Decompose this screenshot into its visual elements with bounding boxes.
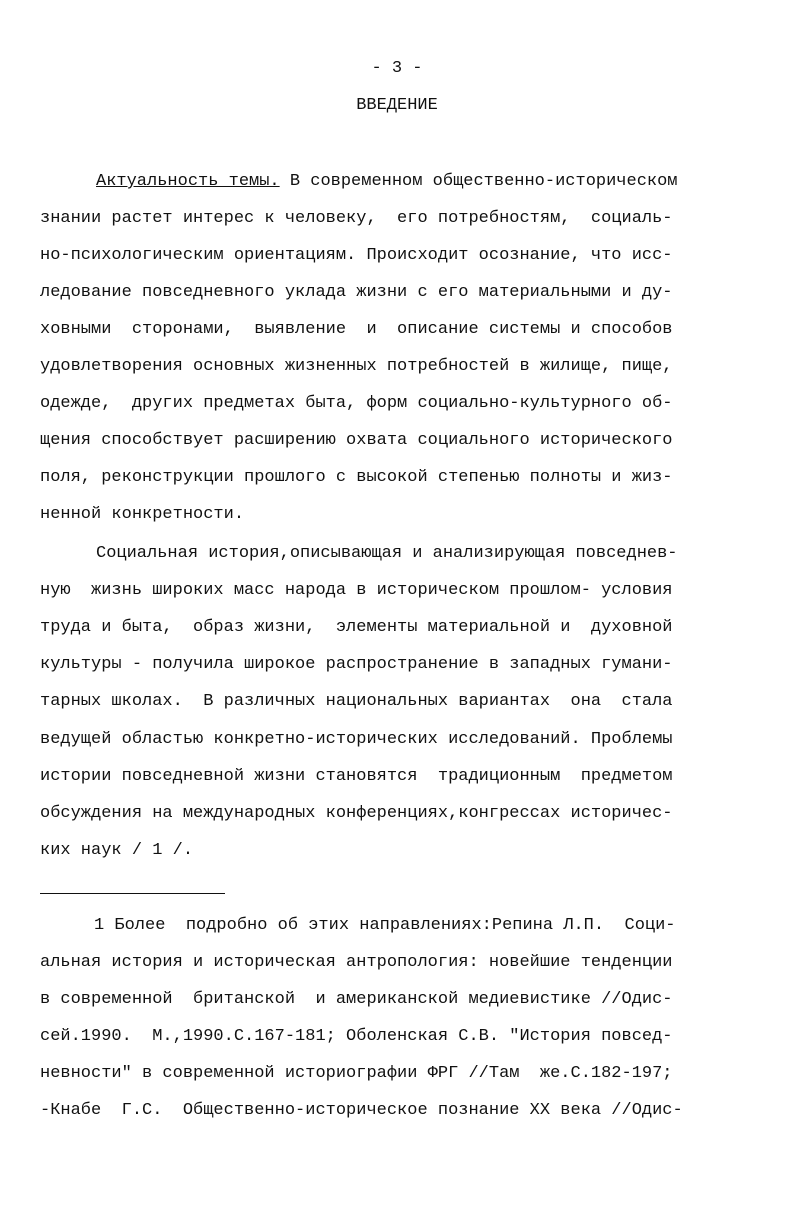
footnote-line: -Кнабе Г.С. Общественно-историческое познание XX века //Одис- (40, 1101, 683, 1120)
paragraph-1-first-line (96, 172, 678, 192)
paragraph-1-line: щения способствует расширению охвата социального исторического (40, 431, 673, 450)
footnote-line: сей.1990. М.,1990.С.167-181; Оболенская С.В. "История повсед- (40, 1027, 673, 1046)
paragraph-1-line: поля, реконструкции прошлого с высокой степенью полноты и жиз- (40, 468, 673, 487)
footnote-line: в современной британской и американской медиевистике //Одис- (40, 990, 673, 1009)
paragraph-2-line: тарных школах. В различных национальных вариантах она стала (40, 692, 673, 711)
footnote-divider (40, 893, 225, 894)
page-number: - 3 - (371, 59, 423, 78)
paragraph-1-line: удовлетворения основных жизненных потребностей в жилище, пище, (40, 357, 673, 376)
paragraph-1-first-line-text: В современном общественно-историческом (289, 172, 678, 191)
paragraph-1-line: ненной конкретности. (40, 505, 245, 524)
page-title: ВВЕДЕНИЕ (356, 96, 438, 115)
paragraph-2-line: Социальная история,описывающая и анализирующая повседнев- (96, 544, 678, 563)
paragraph-2-line: культуры - получила широкое распространение в западных гумани- (40, 655, 673, 674)
footnote-line: невности" в современной историографии ФРГ //Там же.С.182-197; (40, 1064, 673, 1083)
paragraph-2-line: ких наук / 1 /. (40, 841, 194, 860)
paragraph-1-line: ховными сторонами, выявление и описание системы и способов (40, 320, 673, 339)
paragraph-1-line: но-психологическим ориентациям. Происходит осознание, что исс- (40, 246, 673, 265)
paragraph-2-line: ведущей областью конкретно-исторических исследований. Проблемы (40, 730, 673, 749)
paragraph-1-line: одежде, других предметах быта, форм социально-культурного об- (40, 394, 673, 413)
paragraph-1-line: ледование повседневного уклада жизни с его материальными и ду- (40, 283, 673, 302)
paragraph-2-line: истории повседневной жизни становятся традиционным предметом (40, 767, 673, 786)
paragraph-2-line: труда и быта, образ жизни, элементы материальной и духовной (40, 618, 673, 637)
paragraph-2-line: ную жизнь широких масс народа в историческом прошлом- условия (40, 581, 673, 600)
paragraph-1-line: знании растет интерес к человеку, его потребностям, социаль- (40, 209, 673, 228)
footnote-line: альная история и историческая антропология: новейшие тенденции (40, 953, 673, 972)
paragraph-2-line: обсуждения на международных конференциях,конгрессах историчес- (40, 804, 673, 823)
footnote-line: 1 Более подробно об этих направлениях:Репина Л.П. Соци- (94, 916, 676, 935)
section-heading-relevance: Актуальность темы. (96, 172, 280, 191)
